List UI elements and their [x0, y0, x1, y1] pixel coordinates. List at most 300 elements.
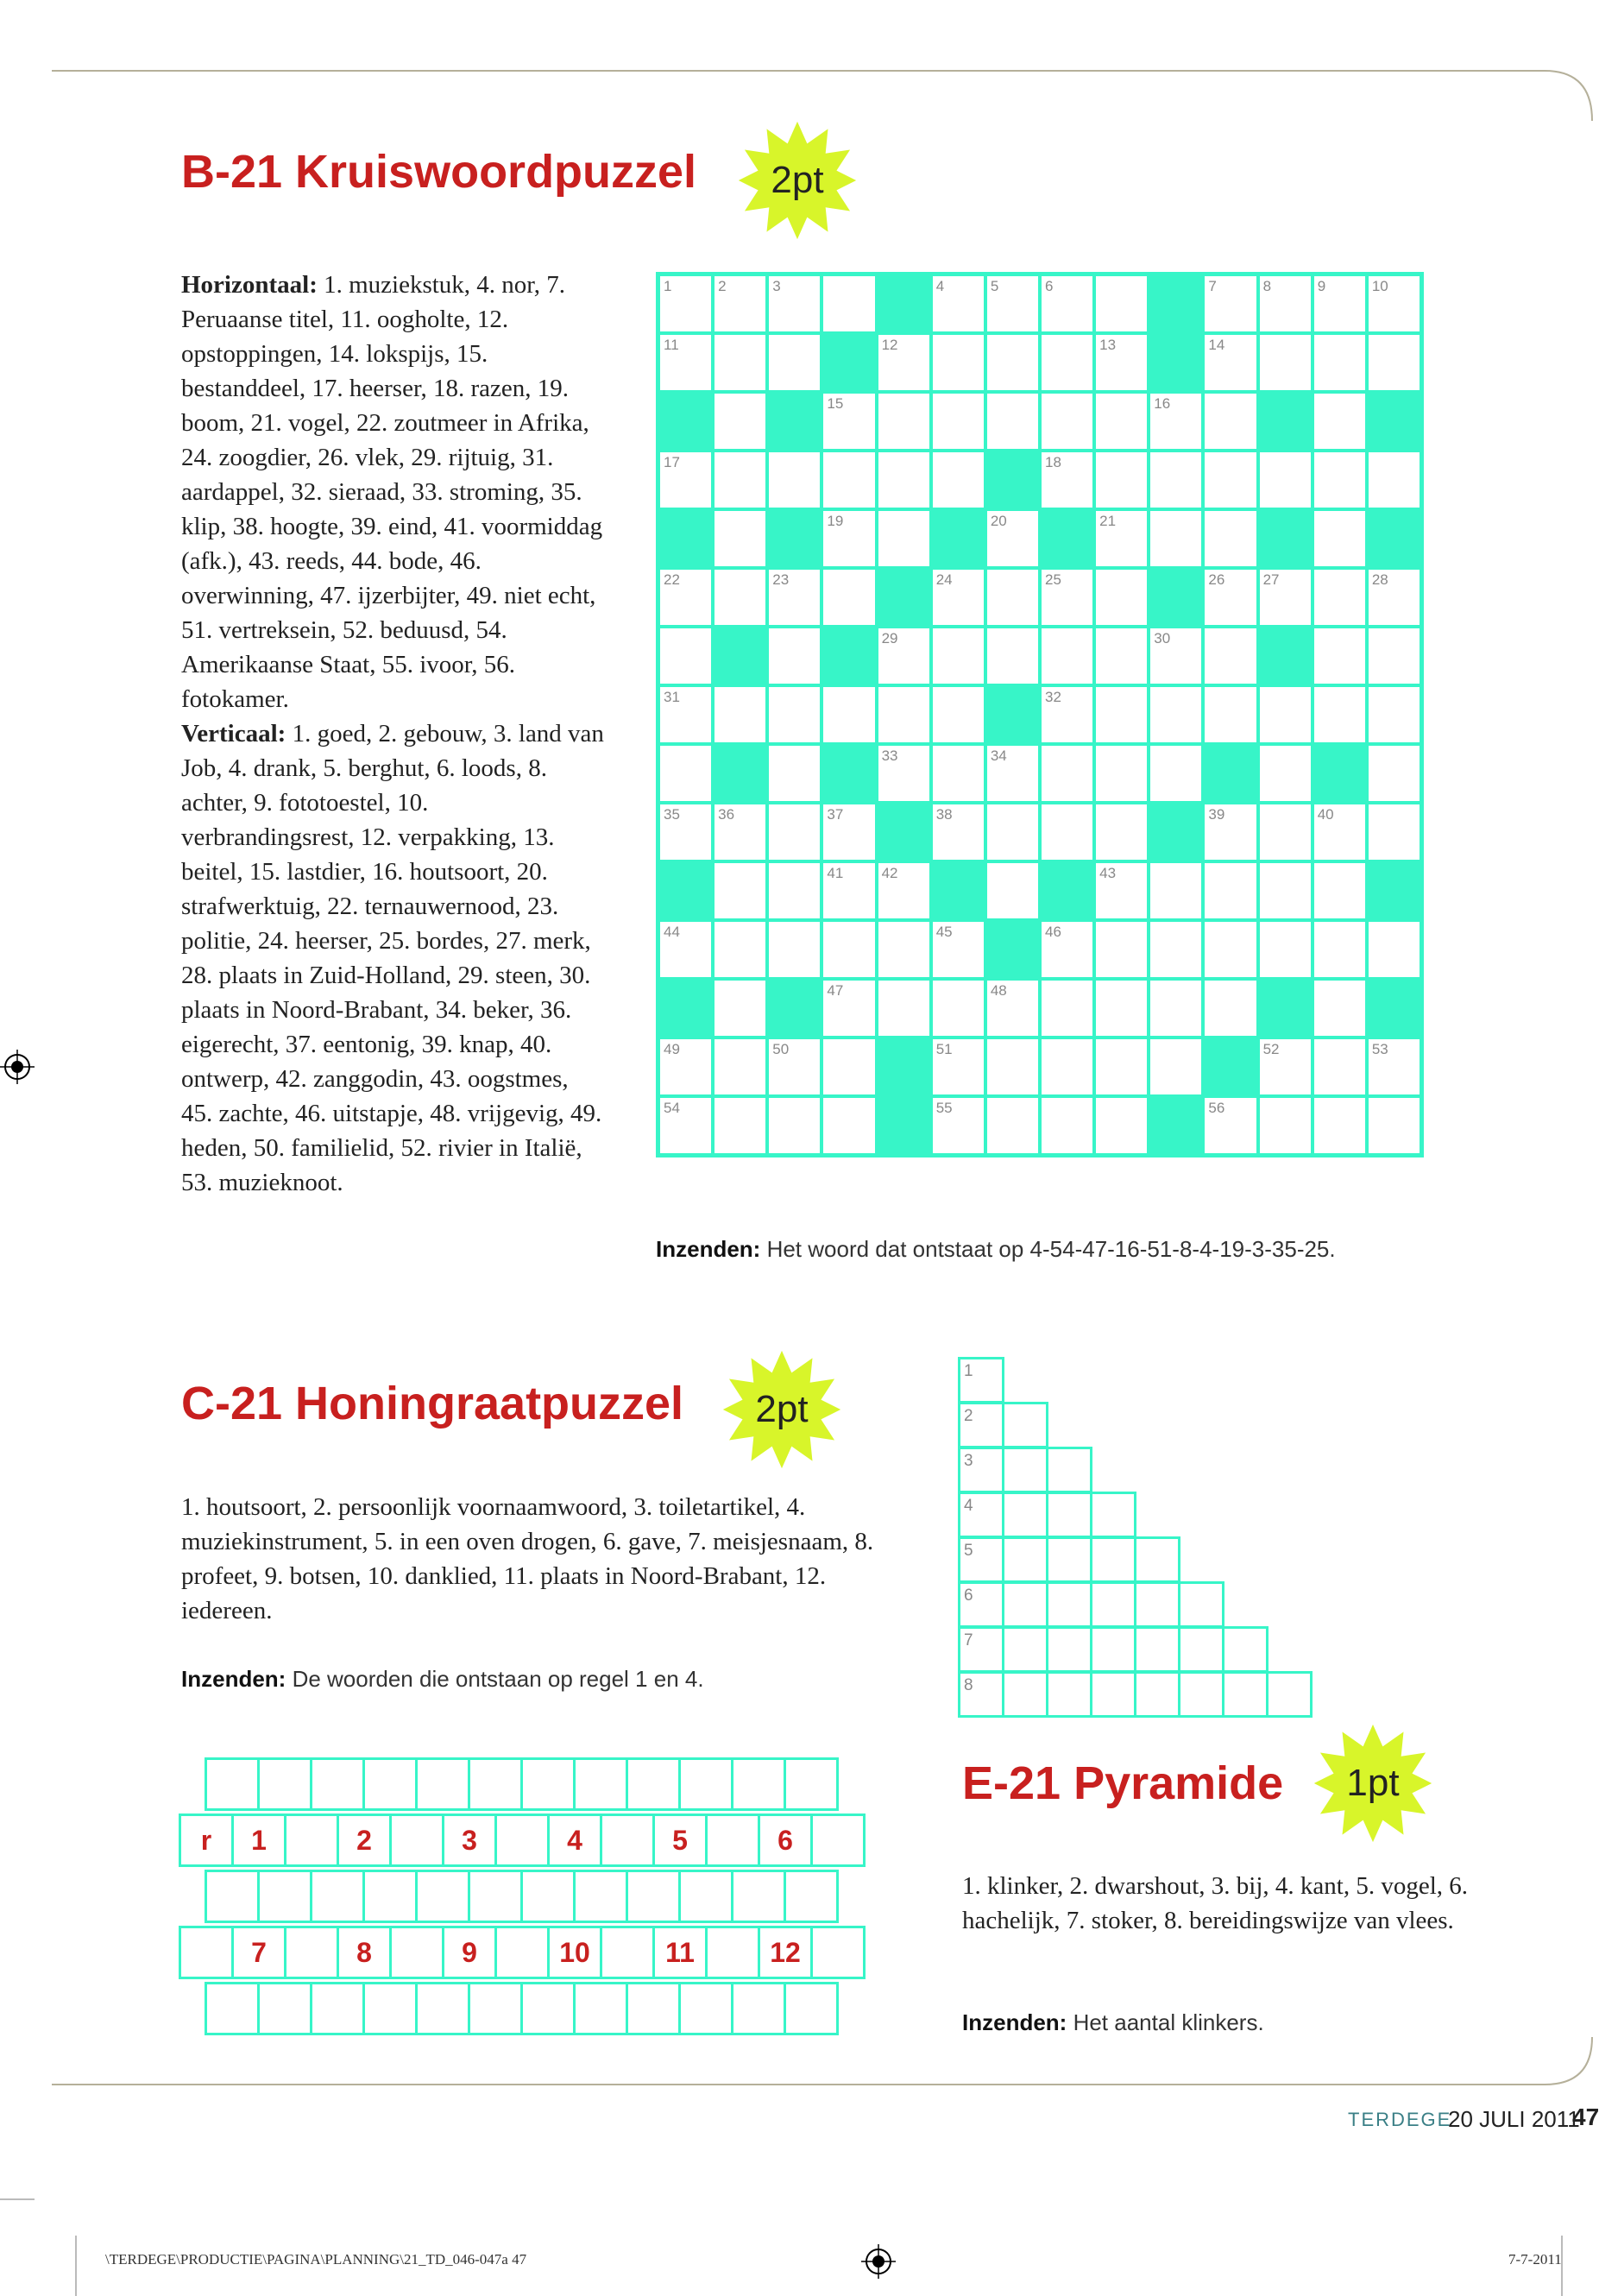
crossword-cell[interactable] [931, 451, 985, 509]
crossword-cell[interactable] [1040, 979, 1094, 1038]
cell-number: 7 [1208, 278, 1217, 294]
honeycomb-cell[interactable] [731, 1982, 786, 2035]
cell-number: 40 [1317, 806, 1334, 823]
honeycomb-cell[interactable] [810, 1926, 866, 1979]
honeycomb-cell[interactable] [284, 1926, 339, 1979]
pyramid-cell[interactable] [958, 1626, 1004, 1673]
e21-title: E-21 Pyramide [962, 1757, 1284, 1809]
crossword-cell[interactable] [1040, 274, 1094, 333]
crossword-cell[interactable] [1367, 685, 1421, 744]
honeycomb-cell[interactable] [784, 1870, 839, 1923]
crossword-cell[interactable] [877, 333, 931, 392]
crossword-cell[interactable] [767, 1096, 822, 1155]
pyramid-cell[interactable] [958, 1357, 1004, 1403]
crossword-cell[interactable] [985, 861, 1040, 920]
crossword-cell[interactable] [822, 685, 876, 744]
pyramid-cell[interactable] [1090, 1671, 1136, 1718]
crossword-cell[interactable] [1313, 509, 1367, 568]
honeycomb-cell[interactable] [810, 1813, 866, 1867]
crossword-cell[interactable] [1094, 920, 1149, 979]
crossword-cell[interactable] [1040, 392, 1094, 451]
crossword-block [985, 685, 1040, 744]
pyramid-cell[interactable] [1002, 1492, 1048, 1538]
honeycomb-cell[interactable] [626, 1757, 681, 1811]
cell-number: 12 [881, 337, 898, 353]
crossword-cell[interactable] [1203, 920, 1257, 979]
crossword-cell[interactable] [1094, 627, 1149, 685]
crossword-cell[interactable] [1258, 1038, 1313, 1096]
crossword-cell[interactable] [877, 685, 931, 744]
crossword-cell[interactable] [877, 920, 931, 979]
crossword-cell[interactable] [985, 274, 1040, 333]
crossword-cell[interactable] [1094, 744, 1149, 803]
honeycomb-cell[interactable] [520, 1870, 576, 1923]
pyramid-cell[interactable] [1178, 1626, 1224, 1673]
pyramid-row-number: 5 [964, 1542, 973, 1560]
crossword-cell[interactable] [1367, 333, 1421, 392]
crossword-cell[interactable] [658, 333, 713, 392]
pyramid-row [960, 1536, 1180, 1583]
honeycomb-cell[interactable] [468, 1870, 523, 1923]
honeycomb-cell[interactable] [573, 1982, 628, 2035]
crossword-cell[interactable] [1203, 685, 1257, 744]
honeycomb-cell[interactable] [494, 1926, 550, 1979]
crossword-cell[interactable] [931, 920, 985, 979]
crossword-cell[interactable] [1094, 274, 1149, 333]
pyramid-cell[interactable] [1134, 1581, 1180, 1628]
crossword-block [1149, 803, 1203, 861]
crossword-cell[interactable] [877, 861, 931, 920]
honeycomb-cell[interactable] [600, 1926, 655, 1979]
crossword-cell[interactable] [1094, 392, 1149, 451]
cell-number: 30 [1154, 630, 1171, 647]
crossword-cell[interactable] [985, 1096, 1040, 1155]
pyramid-cell[interactable] [1046, 1492, 1092, 1538]
crossword-cell[interactable] [767, 920, 822, 979]
crossword-cell[interactable] [658, 627, 713, 685]
crossword-cell[interactable] [658, 568, 713, 627]
honeycomb-cell[interactable] [520, 1982, 576, 2035]
crossword-cell[interactable] [1203, 451, 1257, 509]
crossword-cell[interactable] [767, 568, 822, 627]
honeycomb-cell[interactable]: 3 [442, 1813, 497, 1867]
pyramid-cell[interactable] [958, 1581, 1004, 1628]
crossword-cell[interactable] [767, 744, 822, 803]
crossword-cell[interactable] [1094, 509, 1149, 568]
crossword-cell[interactable] [1203, 627, 1257, 685]
honeycomb-cell[interactable]: 6 [758, 1813, 813, 1867]
crossword-cell[interactable] [1258, 920, 1313, 979]
honeycomb-cell[interactable] [205, 1870, 260, 1923]
crossword-cell[interactable] [713, 451, 767, 509]
crossword-cell[interactable] [658, 274, 713, 333]
crossword-cell[interactable] [1367, 803, 1421, 861]
crossword-cell[interactable] [767, 685, 822, 744]
crossword-cell[interactable] [1094, 451, 1149, 509]
honeycomb-cell[interactable] [362, 1982, 418, 2035]
honeycomb-cell[interactable]: 9 [442, 1926, 497, 1979]
crossword-cell[interactable] [1203, 861, 1257, 920]
honeycomb-cell[interactable]: r [179, 1813, 234, 1867]
crossword-cell[interactable] [1203, 803, 1257, 861]
crossword-cell[interactable] [985, 392, 1040, 451]
crossword-block [1313, 744, 1367, 803]
crossword-cell[interactable] [713, 1038, 767, 1096]
crossword-cell[interactable] [985, 979, 1040, 1038]
honeycomb-cell[interactable] [731, 1870, 786, 1923]
honeycomb-cell[interactable] [362, 1870, 418, 1923]
honeycomb-cell[interactable] [415, 1757, 470, 1811]
crossword-cell[interactable] [1149, 392, 1203, 451]
crossword-cell[interactable] [1094, 568, 1149, 627]
crossword-cell[interactable] [658, 451, 713, 509]
pyramid-cell[interactable] [958, 1536, 1004, 1583]
honeycomb-cell[interactable] [678, 1757, 733, 1811]
crossword-cell[interactable] [1203, 392, 1257, 451]
crossword-cell[interactable] [1040, 920, 1094, 979]
honeycomb-cell[interactable] [678, 1870, 733, 1923]
honeycomb-cell[interactable] [205, 1757, 260, 1811]
crossword-cell[interactable] [1203, 274, 1257, 333]
honeycomb-cell[interactable] [784, 1757, 839, 1811]
crossword-cell[interactable] [1313, 451, 1367, 509]
crossword-cell[interactable] [1149, 861, 1203, 920]
pyramid-cell[interactable] [1046, 1671, 1092, 1718]
crossword-cell[interactable] [1313, 685, 1367, 744]
crossword-cell[interactable] [1094, 1038, 1149, 1096]
honeycomb-cell[interactable] [389, 1813, 444, 1867]
crossword-cell[interactable] [985, 568, 1040, 627]
cell-number: 39 [1208, 806, 1225, 823]
honeycomb-cell[interactable] [257, 1982, 312, 2035]
crossword-cell[interactable] [1367, 568, 1421, 627]
crossword-cell[interactable] [877, 979, 931, 1038]
crossword-cell[interactable] [822, 1096, 876, 1155]
crossword-cell[interactable] [1149, 509, 1203, 568]
cell-number: 46 [1044, 924, 1061, 940]
crossword-cell[interactable] [822, 451, 876, 509]
crossword-cell[interactable] [1094, 803, 1149, 861]
pyramid-cell[interactable] [1266, 1671, 1313, 1718]
crossword-cell[interactable] [1258, 451, 1313, 509]
crossword-block [822, 333, 876, 392]
pyramid-cell[interactable] [1134, 1536, 1180, 1583]
crossword-cell[interactable] [1149, 1038, 1203, 1096]
crossword-cell[interactable] [1040, 1038, 1094, 1096]
pyramid-cell[interactable] [1090, 1581, 1136, 1628]
pyramid-cell[interactable] [1046, 1447, 1092, 1493]
honeycomb-cell[interactable]: 8 [337, 1926, 392, 1979]
crossword-cell[interactable] [1313, 803, 1367, 861]
crossword-cell[interactable] [822, 803, 876, 861]
crossword-cell[interactable] [822, 861, 876, 920]
e21-points-badge [1312, 1722, 1434, 1845]
crossword-cell[interactable] [822, 920, 876, 979]
pyramid-cell[interactable] [1090, 1492, 1136, 1538]
honeycomb-cell[interactable] [784, 1982, 839, 2035]
c21-clues: 1. houtsoort, 2. persoonlijk voornaamwoord, 3. toiletartikel, 4. muziekinstrument, 5. in een oven drogen, 6. gave, 7. meisjesnaam, 8. profeet, 9. botsen, 10. danklied, 11. plaats in Noord-Brabant, 12. iedereen. [181, 1493, 874, 1624]
crossword-cell[interactable] [1094, 979, 1149, 1038]
pyramid-cell[interactable] [1222, 1671, 1268, 1718]
crossword-cell[interactable] [1149, 685, 1203, 744]
crossword-cell[interactable] [1258, 803, 1313, 861]
crossword-cell[interactable] [713, 685, 767, 744]
honeycomb-cell[interactable] [468, 1757, 523, 1811]
honeycomb-cell[interactable]: 4 [547, 1813, 602, 1867]
honeycomb-cell[interactable]: 1 [231, 1813, 286, 1867]
honeycomb-cell[interactable] [705, 1926, 760, 1979]
crossword-block [877, 803, 931, 861]
crossword-cell[interactable] [1203, 1096, 1257, 1155]
crossword-cell[interactable] [1203, 333, 1257, 392]
honeycomb-cell[interactable] [415, 1870, 470, 1923]
crossword-cell[interactable] [713, 861, 767, 920]
crossword-cell[interactable] [713, 1096, 767, 1155]
crossword-cell[interactable] [1258, 1096, 1313, 1155]
crossword-cell[interactable] [713, 920, 767, 979]
honeycomb-cell[interactable] [494, 1813, 550, 1867]
crossword-cell[interactable] [931, 803, 985, 861]
pyramid-cell[interactable] [1002, 1581, 1048, 1628]
honeycomb-row [207, 1870, 839, 1923]
crossword-cell[interactable] [822, 568, 876, 627]
e21-inzenden-label: Inzenden: [962, 2009, 1067, 2035]
crossword-cell[interactable] [877, 627, 931, 685]
honeycomb-cell[interactable] [626, 1982, 681, 2035]
crossword-cell[interactable] [931, 1038, 985, 1096]
crossword-cell[interactable] [1040, 451, 1094, 509]
honeycomb-cell[interactable] [600, 1813, 655, 1867]
crossword-cell[interactable] [1149, 744, 1203, 803]
crossword-cell[interactable] [931, 744, 985, 803]
crossword-cell[interactable] [822, 274, 876, 333]
crossword-cell[interactable] [767, 1038, 822, 1096]
crossword-cell[interactable] [1313, 920, 1367, 979]
verticaal-label: Verticaal: [181, 720, 286, 747]
pyramid-cell[interactable] [1046, 1626, 1092, 1673]
crossword-cell[interactable] [931, 1096, 985, 1155]
crossword-block [713, 744, 767, 803]
honeycomb-cell[interactable] [415, 1982, 470, 2035]
crossword-cell[interactable] [1040, 333, 1094, 392]
pyramid-cell[interactable] [1002, 1536, 1048, 1583]
honeycomb-cell[interactable] [626, 1870, 681, 1923]
crossword-block [1149, 274, 1203, 333]
crossword-cell[interactable] [985, 744, 1040, 803]
crossword-block [985, 451, 1040, 509]
crossword-cell[interactable] [1203, 509, 1257, 568]
honeycomb-cell[interactable] [520, 1757, 576, 1811]
honeycomb-cell[interactable] [389, 1926, 444, 1979]
crossword-cell[interactable] [1313, 979, 1367, 1038]
crossword-cell[interactable] [658, 744, 713, 803]
honeycomb-cell[interactable]: 7 [231, 1926, 286, 1979]
pyramid-cell[interactable] [1002, 1447, 1048, 1493]
pyramid-cell[interactable] [1178, 1581, 1224, 1628]
crossword-cell[interactable] [1367, 1038, 1421, 1096]
honeycomb-cell[interactable] [257, 1757, 312, 1811]
cell-number: 9 [1317, 278, 1326, 294]
crossword-cell[interactable] [1149, 627, 1203, 685]
crossword-cell[interactable] [1313, 568, 1367, 627]
crossword-cell[interactable] [1203, 979, 1257, 1038]
crossword-cell[interactable] [1040, 1096, 1094, 1155]
crossword-cell[interactable] [985, 627, 1040, 685]
honeycomb-cell[interactable]: 11 [652, 1926, 708, 1979]
crossword-cell[interactable] [713, 803, 767, 861]
crossword-cell[interactable] [1367, 744, 1421, 803]
crossword-cell[interactable] [1367, 274, 1421, 333]
pyramid-cell[interactable] [1134, 1626, 1180, 1673]
pyramid-cell[interactable] [1002, 1671, 1048, 1718]
crossword-cell[interactable] [1313, 392, 1367, 451]
crossword-cell[interactable] [822, 509, 876, 568]
crossword-cell[interactable] [877, 392, 931, 451]
honeycomb-cell[interactable] [573, 1757, 628, 1811]
crossword-cell[interactable] [985, 509, 1040, 568]
crossword-cell[interactable] [1258, 274, 1313, 333]
pyramid-cell[interactable] [958, 1402, 1004, 1448]
crossword-cell[interactable] [1149, 979, 1203, 1038]
pyramid-row-number: 6 [964, 1586, 973, 1605]
pyramid-cell[interactable] [1046, 1536, 1092, 1583]
crossword-cell[interactable] [1258, 744, 1313, 803]
c21-inzenden [181, 1666, 704, 1693]
pyramid-cell[interactable] [1002, 1626, 1048, 1673]
crossword-cell[interactable] [1258, 685, 1313, 744]
cell-number: 31 [664, 689, 680, 705]
crossword-cell[interactable] [1040, 685, 1094, 744]
c21-inzenden-label: Inzenden: [181, 1666, 286, 1692]
crossword-cell[interactable] [767, 803, 822, 861]
crossword-cell[interactable] [931, 627, 985, 685]
crossword-cell[interactable] [822, 979, 876, 1038]
cell-number: 47 [827, 982, 844, 999]
crossword-cell[interactable] [713, 274, 767, 333]
crossword-cell[interactable] [931, 392, 985, 451]
honeycomb-cell[interactable] [205, 1982, 260, 2035]
honeycomb-cell[interactable]: 10 [547, 1926, 602, 1979]
crossword-cell[interactable] [713, 392, 767, 451]
crossword-cell[interactable] [658, 920, 713, 979]
honeycomb-cell[interactable] [310, 1757, 365, 1811]
crossword-cell[interactable] [877, 451, 931, 509]
honeycomb-cell[interactable] [678, 1982, 733, 2035]
crossword-cell[interactable] [713, 979, 767, 1038]
honeycomb-cell[interactable]: 12 [758, 1926, 813, 1979]
crossword-cell[interactable] [1313, 1096, 1367, 1155]
honeycomb-cell[interactable]: 2 [337, 1813, 392, 1867]
crossword-cell[interactable] [1094, 1096, 1149, 1155]
honeycomb-cell[interactable] [310, 1870, 365, 1923]
crossword-cell[interactable] [713, 568, 767, 627]
honeycomb-cell[interactable] [257, 1870, 312, 1923]
crossword-cell[interactable] [931, 685, 985, 744]
crossword-cell[interactable] [1040, 803, 1094, 861]
crossword-cell[interactable] [1040, 744, 1094, 803]
crossword-cell[interactable] [931, 568, 985, 627]
pyramid-row [960, 1402, 1048, 1448]
crossword-cell[interactable] [1367, 920, 1421, 979]
crossword-cell[interactable] [877, 509, 931, 568]
crossword-cell[interactable] [985, 803, 1040, 861]
crossword-cell[interactable] [1040, 627, 1094, 685]
crossword-cell[interactable] [1094, 333, 1149, 392]
crossword-cell[interactable] [658, 1038, 713, 1096]
crossword-cell[interactable] [658, 803, 713, 861]
honeycomb-cell[interactable] [284, 1813, 339, 1867]
honeycomb-cell[interactable] [573, 1870, 628, 1923]
pyramid-cell[interactable] [1178, 1671, 1224, 1718]
pyramid-cell[interactable] [1090, 1536, 1136, 1583]
crossword-cell[interactable] [767, 451, 822, 509]
cell-number: 10 [1371, 278, 1388, 294]
pyramid-cell[interactable] [958, 1447, 1004, 1493]
pyramid-cell[interactable] [958, 1671, 1004, 1718]
pyramid-cell[interactable] [1134, 1671, 1180, 1718]
crossword-cell[interactable] [658, 685, 713, 744]
pyramid-cell[interactable] [1222, 1626, 1268, 1673]
pyramid-row-number: 7 [964, 1631, 973, 1649]
honeycomb-cell[interactable] [731, 1757, 786, 1811]
crossword-cell[interactable] [877, 744, 931, 803]
crossword-cell[interactable] [767, 333, 822, 392]
crossword-cell[interactable] [1094, 861, 1149, 920]
crossword-cell[interactable] [931, 979, 985, 1038]
pyramid-cell[interactable] [1090, 1626, 1136, 1673]
crossword-cell[interactable] [767, 274, 822, 333]
pyramid-cell[interactable] [1046, 1581, 1092, 1628]
crossword-cell[interactable] [1258, 333, 1313, 392]
crossword-cell[interactable] [1367, 627, 1421, 685]
crossword-cell[interactable] [767, 627, 822, 685]
crossword-cell[interactable] [1313, 1038, 1367, 1096]
crossword-cell[interactable] [822, 392, 876, 451]
crossword-cell[interactable] [1149, 920, 1203, 979]
pyramid-cell[interactable] [958, 1492, 1004, 1538]
crossword-cell[interactable] [767, 861, 822, 920]
crossword-cell[interactable] [931, 274, 985, 333]
crossword-cell[interactable] [1040, 568, 1094, 627]
crossword-cell[interactable] [1149, 451, 1203, 509]
crossword-cell[interactable] [1313, 274, 1367, 333]
crossword-cell[interactable] [1367, 451, 1421, 509]
crossword-cell[interactable] [713, 333, 767, 392]
honeycomb-cell[interactable] [362, 1757, 418, 1811]
honeycomb-cell[interactable]: 5 [652, 1813, 708, 1867]
pyramid-cell[interactable] [1002, 1402, 1048, 1448]
crossword-cell[interactable] [985, 333, 1040, 392]
crossword-cell[interactable] [1313, 333, 1367, 392]
crossword-cell[interactable] [1367, 1096, 1421, 1155]
crossword-cell[interactable] [713, 509, 767, 568]
honeycomb-cell[interactable] [310, 1982, 365, 2035]
honeycomb-cell[interactable] [468, 1982, 523, 2035]
crossword-cell[interactable] [985, 1038, 1040, 1096]
crossword-cell[interactable] [1313, 627, 1367, 685]
crossword-cell[interactable] [931, 333, 985, 392]
crossword-cell[interactable] [822, 1038, 876, 1096]
crossword-cell[interactable] [658, 1096, 713, 1155]
crossword-cell[interactable] [1094, 685, 1149, 744]
honeycomb-cell[interactable] [179, 1926, 234, 1979]
crossword-cell[interactable] [1203, 568, 1257, 627]
crossword-cell[interactable] [1258, 861, 1313, 920]
honeycomb-cell[interactable] [705, 1813, 760, 1867]
crossword-grid [656, 272, 1424, 1157]
crossword-cell[interactable] [1258, 568, 1313, 627]
crossword-cell[interactable] [1313, 861, 1367, 920]
